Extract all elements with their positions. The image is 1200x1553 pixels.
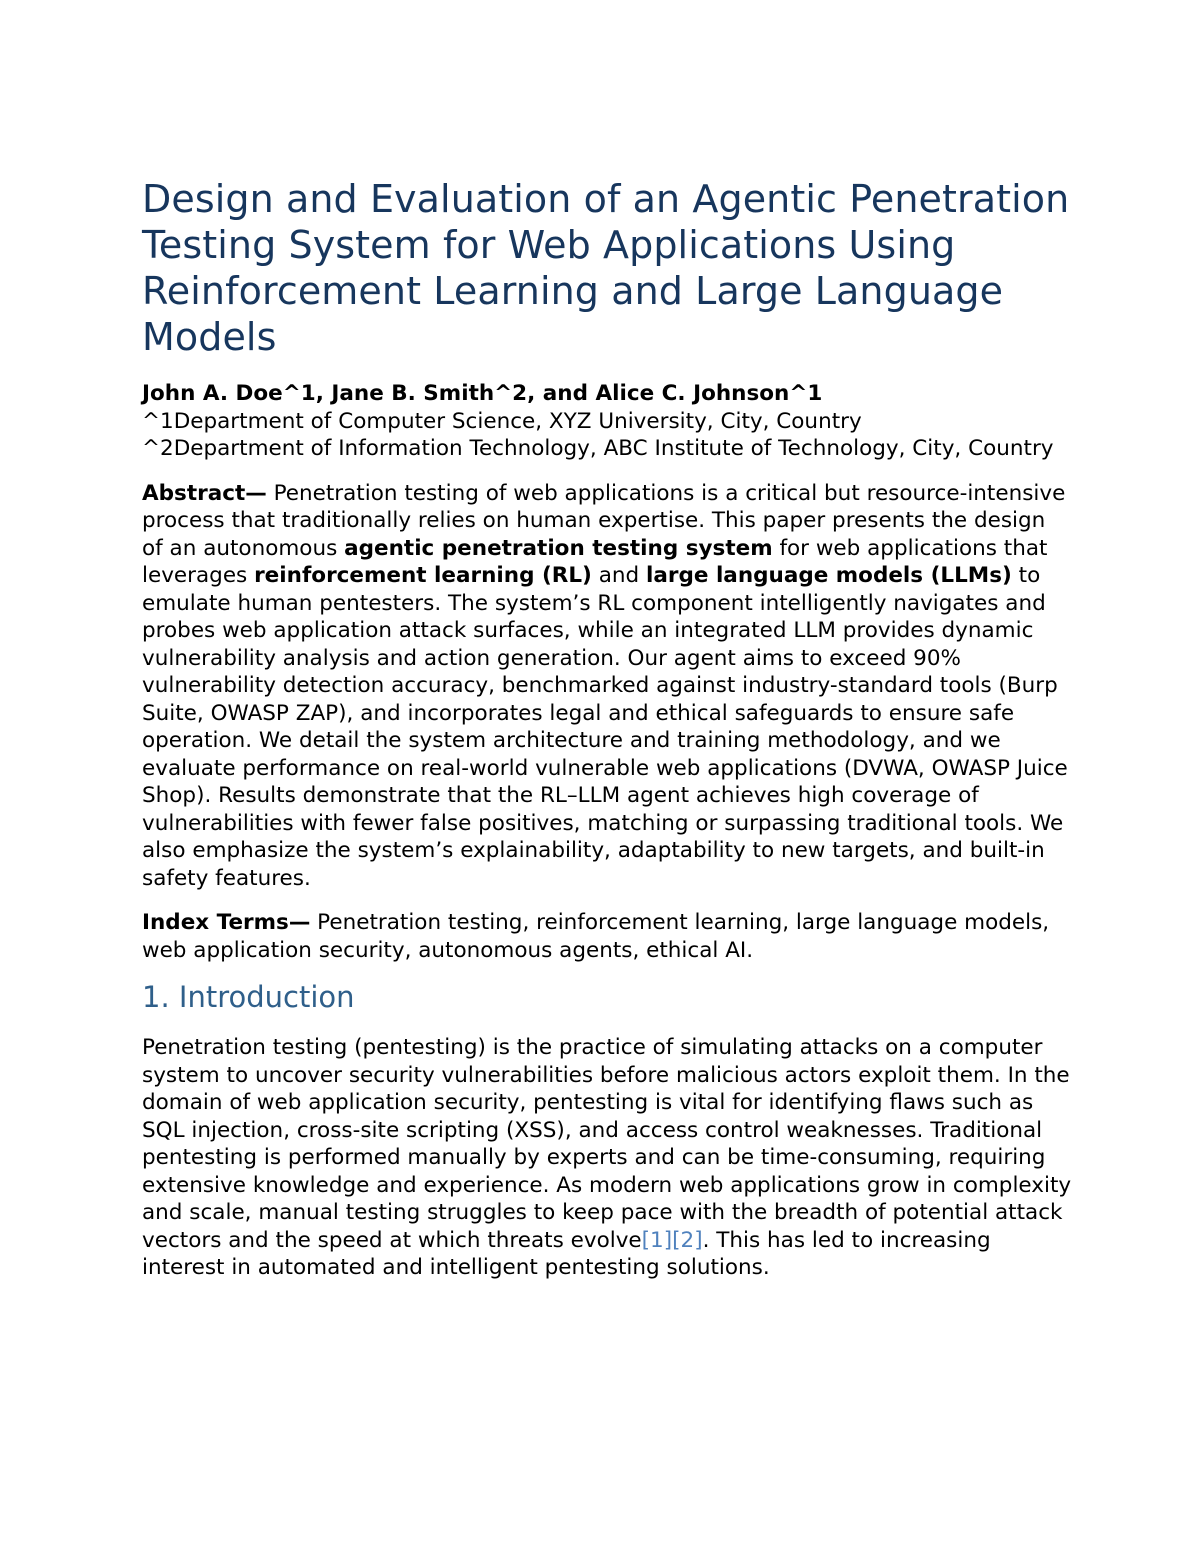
citation-link-2[interactable]: [2] <box>672 1227 703 1253</box>
citation-link-1[interactable]: [1] <box>641 1227 673 1253</box>
index-terms <box>142 909 1072 964</box>
index-terms-text: Penetration testing, reinforcement learning, large language models, web application security, autonomous agents, ethical AI. <box>142 910 1050 963</box>
affiliation-1: ^1Department of Computer Science, XYZ University, City, Country <box>142 408 862 434</box>
abstract-text-1: Penetration testing of web applications is a critical but resource-intensive process that traditionally relies on human expertise. This paper presents the design of an autonomous <box>142 480 1066 561</box>
abstract-text-3: and <box>591 563 646 588</box>
abstract-text-4: to emulate human pentesters. The system’s RL component intelligently navigates and probes web application attack surfaces, while an integrated LLM provides dynamic vulnerability analysis and action generation. Our agent aims to exceed 90% vulnerability detection accuracy, benchmarked against industry-standard tools (Burp Suite, OWASP ZAP), and incorporates legal and ethical safeguards to ensure safe operation. We detail the system architecture and training methodology, and we evaluate performance on real-world vulnerable web applications (DVWA, OWASP Juice Shop). Results demonstrate that the RL–LLM agent achieves high coverage of vulnerabilities with fewer false positives, matching or surpassing traditional tools. We also emphasize the system’s explainability, adaptability to new targets, and built-in safety features. <box>142 563 1068 891</box>
author-names: John A. Doe^1, Jane B. Smith^2, and Alice C. Johnson^1 <box>142 381 823 406</box>
paper-page <box>142 176 1072 1282</box>
intro-text-before: Penetration testing (pentesting) is the practice of simulating attacks on a computer system to uncover security vulnerabilities before malicious actors exploit them. In the domain of web application security, pentesting is vital for identifying flaws such as SQL injection, cross-site scripting (XSS), and access control weaknesses. Traditional pentesting is performed manually by experts and can be time-consuming, requiring extensive knowledge and experience. As modern web applications grow in complexity and scale, manual testing struggles to keep pace with the breadth of potential attack vectors and the speed at which threats evolve <box>142 1035 1072 1253</box>
author-block <box>142 380 1072 463</box>
abstract-text-2: for web applications that leverages <box>142 535 1048 588</box>
section-heading-introduction: 1. Introduction <box>142 980 355 1014</box>
intro-text-after: . This has led to increasing interest in automated and intelligent pentesting solutions. <box>142 1227 991 1280</box>
abstract <box>142 480 1072 893</box>
affiliation-2: ^2Department of Information Technology, ABC Institute of Technology, City, Country <box>142 436 1054 461</box>
abstract-label: Abstract— <box>142 480 267 506</box>
abstract-emphasis-1: agentic penetration testing system <box>344 535 773 561</box>
abstract-emphasis-3: large language models (LLMs) <box>646 563 1012 588</box>
abstract-emphasis-2: reinforcement learning (RL) <box>254 563 592 588</box>
index-terms-label: Index Terms— <box>142 910 311 935</box>
introduction-paragraph <box>142 1034 1072 1282</box>
paper-title: Design and Evaluation of an Agentic Penetration Testing System for Web Applications Using Reinforcement Learning and Large Language Models <box>142 177 1070 359</box>
